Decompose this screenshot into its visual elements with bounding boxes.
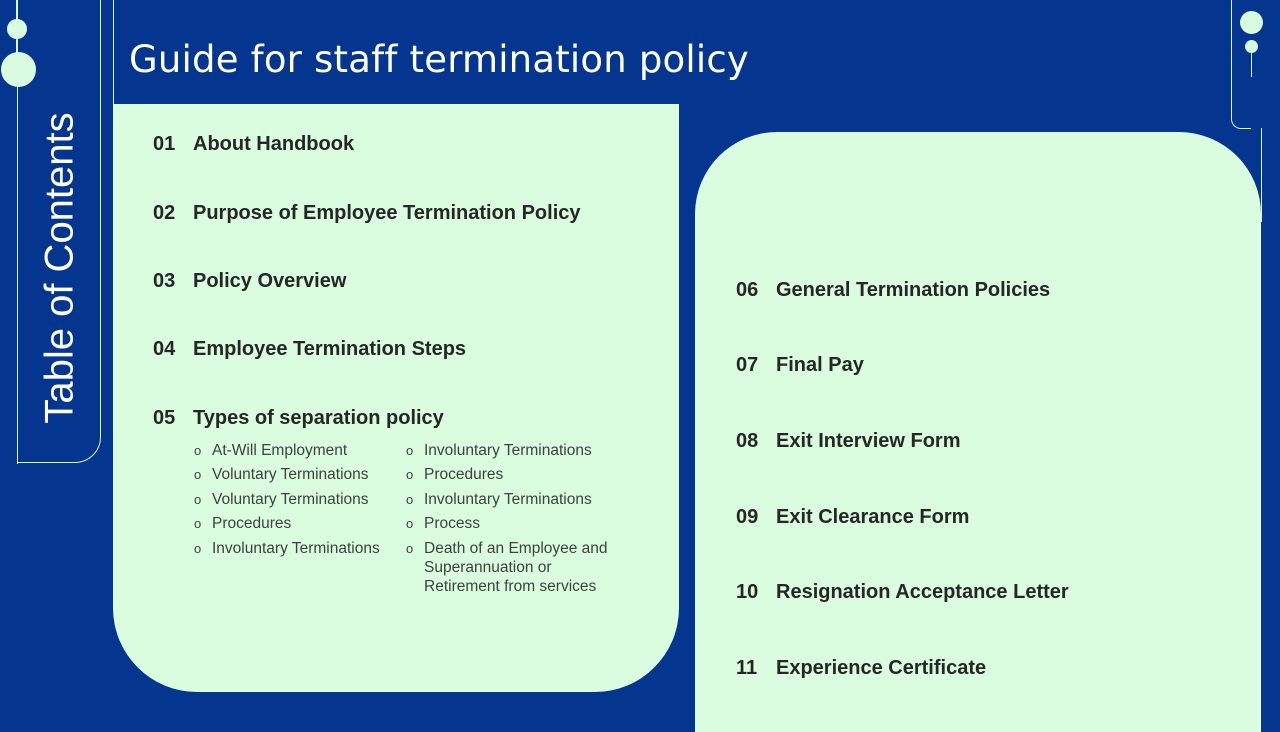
toc-item-label: General Termination Policies: [776, 279, 1051, 301]
toc-item-number: 08: [736, 430, 759, 452]
sub-item[interactable]: [406, 465, 624, 484]
right-decor-line-2: [1261, 128, 1262, 222]
sub-item-label: Voluntary Terminations: [212, 491, 369, 508]
sub-item-label: Involuntary Terminations: [212, 540, 380, 557]
bullet-icon: o: [194, 541, 202, 556]
toc-item-label: Exit Clearance Form: [776, 506, 970, 528]
sub-item[interactable]: [406, 539, 624, 596]
toc-item-10[interactable]: [736, 581, 1069, 604]
sub-item-label: Procedures: [424, 466, 504, 483]
toc-item-03[interactable]: [153, 270, 346, 293]
toc-item-number: 10: [736, 581, 759, 603]
toc-item-number: 06: [736, 279, 759, 301]
toc-item-label: Experience Certificate: [776, 657, 987, 679]
toc-item-label: Resignation Acceptance Letter: [776, 581, 1069, 603]
bullet-icon: o: [406, 516, 414, 531]
sub-item-label: Procedures: [212, 515, 292, 532]
toc-item-08[interactable]: [736, 430, 961, 453]
toc-item-number: 02: [153, 202, 176, 224]
toc-item-09[interactable]: [736, 506, 969, 529]
sub-item[interactable]: [406, 490, 624, 509]
sub-item-label: Voluntary Terminations: [212, 466, 369, 483]
toc-item-number: 11: [736, 657, 758, 679]
sub-item-label: Death of an Employee and Superannuation or Retirement from services: [424, 540, 608, 595]
right-decor-dot-large: [1240, 11, 1263, 34]
toc-item-label: Employee Termination Steps: [193, 338, 467, 360]
toc-item-label: About Handbook: [193, 133, 355, 155]
toc-left-panel: [113, 104, 679, 692]
title-divider-line: [113, 0, 114, 104]
side-label: Table of Contents: [37, 112, 82, 424]
sub-item-label: Involuntary Terminations: [424, 491, 592, 508]
bullet-icon: o: [406, 492, 414, 507]
sub-item-label: At-Will Employment: [212, 442, 348, 459]
toc-item-02[interactable]: [153, 202, 581, 225]
bullet-icon: o: [406, 541, 414, 556]
toc-item-label: Types of separation policy: [193, 407, 444, 429]
toc-item-label: Exit Interview Form: [776, 430, 961, 452]
toc-item-label: Final Pay: [776, 354, 864, 376]
bullet-icon: o: [406, 443, 414, 458]
sub-item[interactable]: [194, 539, 392, 558]
bullet-icon: o: [406, 467, 414, 482]
toc-item-04[interactable]: [153, 338, 466, 361]
sub-item[interactable]: [194, 441, 392, 460]
toc-item-06[interactable]: [736, 279, 1050, 302]
toc-item-label: Policy Overview: [193, 270, 347, 292]
sub-item[interactable]: [194, 490, 392, 509]
sub-item[interactable]: [406, 514, 624, 533]
toc-item-11[interactable]: [736, 657, 986, 680]
toc-item-01[interactable]: [153, 133, 354, 156]
bullet-icon: o: [194, 443, 202, 458]
bullet-icon: o: [194, 516, 202, 531]
toc-item-number: 09: [736, 506, 759, 528]
page-title: Guide for staff termination policy: [129, 38, 749, 81]
toc-item-number: 05: [153, 407, 176, 429]
sub-item[interactable]: [406, 441, 624, 460]
sub-item[interactable]: [194, 465, 392, 484]
toc-item-05[interactable]: [153, 407, 444, 430]
right-decor-line: [1251, 52, 1252, 77]
toc-item-number: 01: [153, 133, 176, 155]
sub-item-label: Process: [424, 515, 480, 532]
toc-item-number: 07: [736, 354, 759, 376]
toc-item-label: Purpose of Employee Termination Policy: [193, 202, 581, 224]
toc-item-07[interactable]: [736, 354, 864, 377]
toc-item-number: 03: [153, 270, 176, 292]
bullet-icon: o: [194, 492, 202, 507]
bullet-icon: o: [194, 467, 202, 482]
toc-item-number: 04: [153, 338, 176, 360]
sub-item[interactable]: [194, 514, 392, 533]
sub-item-label: Involuntary Terminations: [424, 442, 592, 459]
